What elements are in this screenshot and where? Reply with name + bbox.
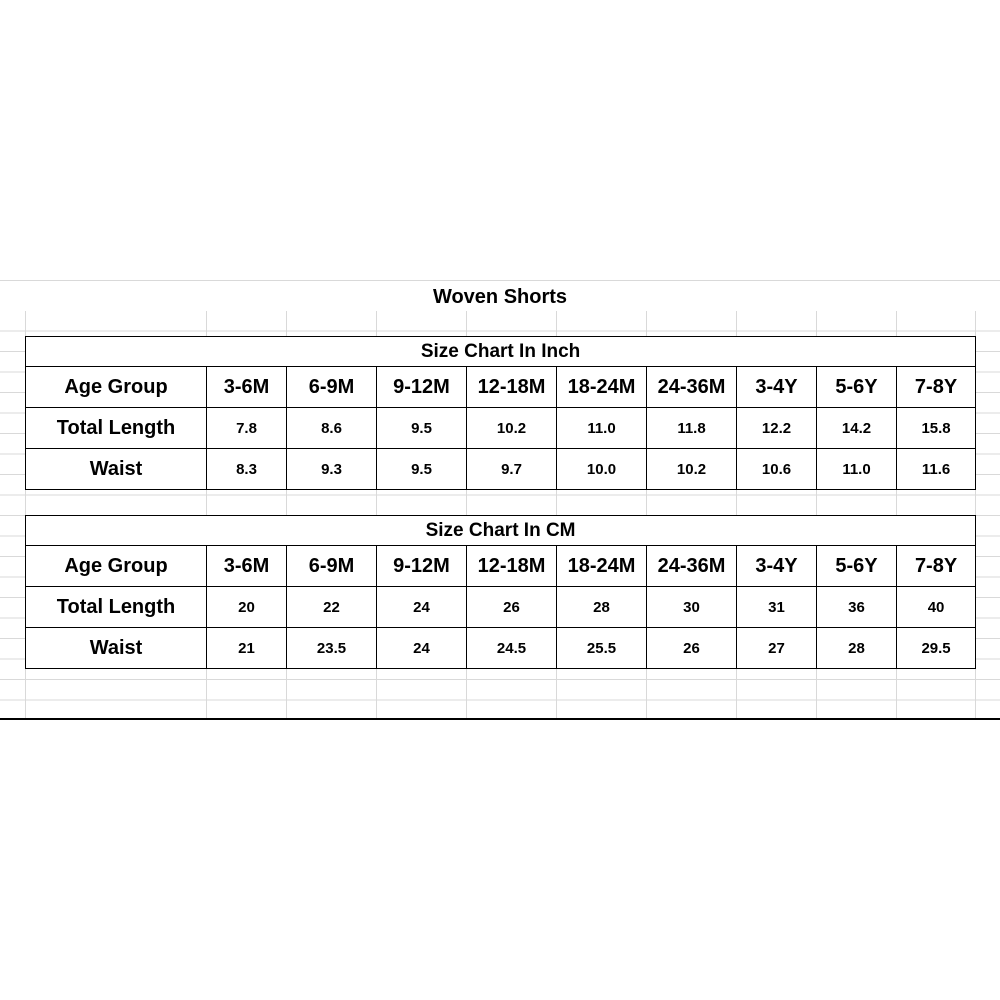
value-cell: 25.5 (557, 628, 647, 669)
table-row-waist (26, 628, 976, 669)
size-header-cell: 18-24M (557, 546, 647, 587)
value-cell: 11.8 (647, 408, 737, 449)
value-cell: 11.0 (557, 408, 647, 449)
value-cell: 36 (817, 587, 897, 628)
size-header-cell: 3-6M (207, 367, 287, 408)
size-header-cell: 9-12M (377, 367, 467, 408)
size-header-cell: 24-36M (647, 546, 737, 587)
value-cell: 10.2 (647, 449, 737, 490)
size-header-cell: 6-9M (287, 546, 377, 587)
size-header-cell: 5-6Y (817, 367, 897, 408)
row-label-waist: Waist (26, 628, 207, 669)
value-cell: 10.2 (467, 408, 557, 449)
size-header-cell: 5-6Y (817, 546, 897, 587)
sheet-bottom-border (0, 718, 1000, 720)
row-label-total-length: Total Length (26, 587, 207, 628)
size-header-cell: 3-4Y (737, 367, 817, 408)
value-cell: 21 (207, 628, 287, 669)
size-header-cell: 3-4Y (737, 546, 817, 587)
value-cell: 24 (377, 587, 467, 628)
value-cell: 30 (647, 587, 737, 628)
size-header-cell: 7-8Y (897, 367, 976, 408)
value-cell: 29.5 (897, 628, 976, 669)
value-cell: 27 (737, 628, 817, 669)
row-label-age-group: Age Group (26, 546, 207, 587)
row-label-age-group: Age Group (26, 367, 207, 408)
size-header-cell: 7-8Y (897, 546, 976, 587)
value-cell: 24 (377, 628, 467, 669)
value-cell: 24.5 (467, 628, 557, 669)
value-cell: 23.5 (287, 628, 377, 669)
table-row-total-length (26, 408, 976, 449)
size-header-cell: 12-18M (467, 367, 557, 408)
value-cell: 11.0 (817, 449, 897, 490)
table-caption: Size Chart In CM (26, 516, 976, 546)
size-header-cell: 18-24M (557, 367, 647, 408)
row-label-total-length: Total Length (26, 408, 207, 449)
size-chart-inch-table (25, 336, 976, 490)
row-label-waist: Waist (26, 449, 207, 490)
value-cell: 11.6 (897, 449, 976, 490)
value-cell: 40 (897, 587, 976, 628)
value-cell: 15.8 (897, 408, 976, 449)
value-cell: 31 (737, 587, 817, 628)
value-cell: 10.6 (737, 449, 817, 490)
value-cell: 10.0 (557, 449, 647, 490)
table-row-total-length (26, 587, 976, 628)
value-cell: 28 (817, 628, 897, 669)
value-cell: 12.2 (737, 408, 817, 449)
value-cell: 26 (647, 628, 737, 669)
value-cell: 9.5 (377, 449, 467, 490)
size-header-cell: 24-36M (647, 367, 737, 408)
page-title: Woven Shorts (0, 283, 1000, 311)
value-cell: 9.7 (467, 449, 557, 490)
value-cell: 8.3 (207, 449, 287, 490)
table-row-waist (26, 449, 976, 490)
value-cell: 8.6 (287, 408, 377, 449)
table-row-age-group (26, 546, 976, 587)
size-chart-cm-table (25, 515, 976, 669)
value-cell: 7.8 (207, 408, 287, 449)
size-header-cell: 12-18M (467, 546, 557, 587)
value-cell: 9.3 (287, 449, 377, 490)
value-cell: 28 (557, 587, 647, 628)
value-cell: 20 (207, 587, 287, 628)
value-cell: 14.2 (817, 408, 897, 449)
table-row-age-group (26, 367, 976, 408)
value-cell: 22 (287, 587, 377, 628)
size-header-cell: 6-9M (287, 367, 377, 408)
size-header-cell: 9-12M (377, 546, 467, 587)
table-caption: Size Chart In Inch (26, 337, 976, 367)
value-cell: 9.5 (377, 408, 467, 449)
size-header-cell: 3-6M (207, 546, 287, 587)
value-cell: 26 (467, 587, 557, 628)
